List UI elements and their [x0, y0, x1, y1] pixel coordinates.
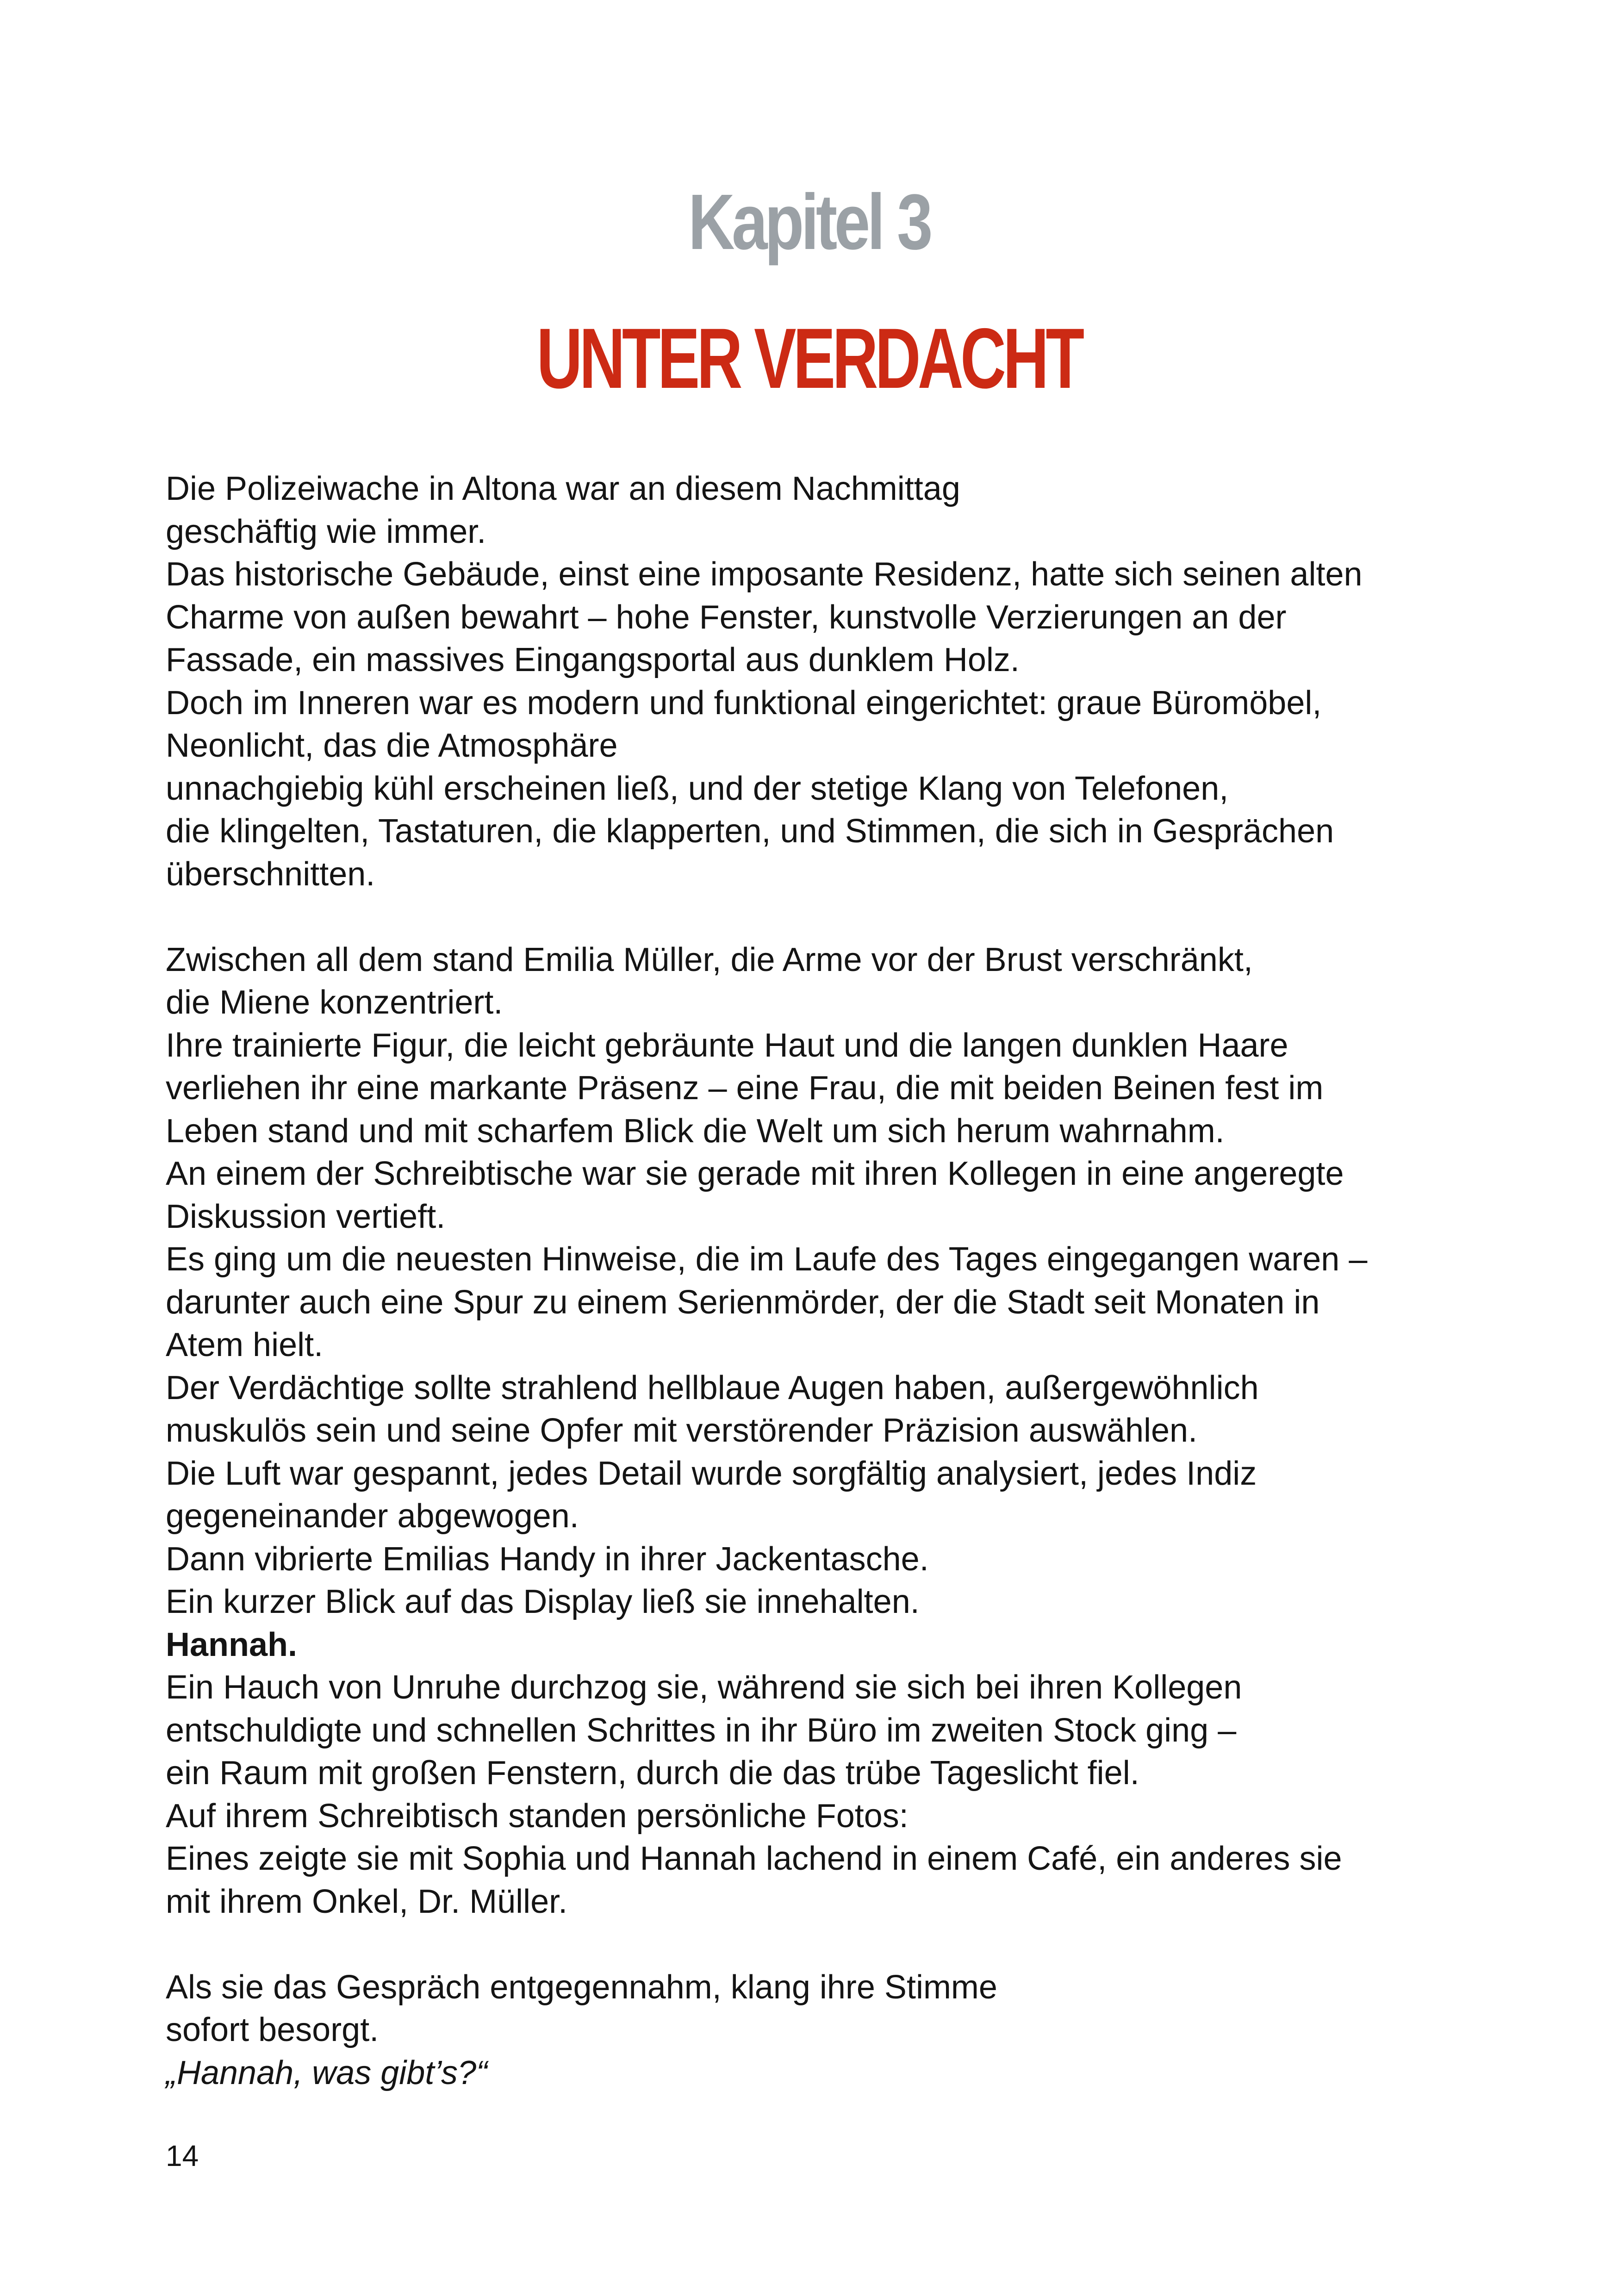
body-line: Es ging um die neuesten Hinweise, die im Laufe des Tages eingegangen waren – — [166, 1241, 1368, 1278]
body-line: unnachgiebig kühl erscheinen ließ, und der stetige Klang von Telefonen, — [166, 770, 1229, 807]
body-line: gegeneinander abgewogen. — [166, 1498, 579, 1535]
body-line: Eines zeigte sie mit Sophia und Hannah lachend in einem Café, ein anderes sie — [166, 1840, 1342, 1877]
body-line: Leben stand und mit scharfem Blick die Welt um sich herum wahrnahm. — [166, 1112, 1225, 1150]
body-line: entschuldigte und schnellen Schrittes in ihr Büro im zweiten Stock ging – — [166, 1711, 1237, 1749]
paragraph-gap — [166, 1923, 1489, 1966]
dialogue-line: „Hannah, was gibt’s?“ — [166, 2054, 488, 2091]
body-line: ein Raum mit großen Fenstern, durch die das trübe Tageslicht fiel. — [166, 1755, 1139, 1792]
body-line: Das historische Gebäude, einst eine imposante Residenz, hatte sich seinen alten — [166, 556, 1363, 593]
body-line: die Miene konzentriert. — [166, 984, 503, 1021]
chapter-body-text — [166, 467, 1489, 2094]
body-line: Zwischen all dem stand Emilia Müller, die Arme vor der Brust verschränkt, — [166, 941, 1253, 978]
body-line: Atem hielt. — [166, 1326, 324, 1363]
body-line: Ihre trainierte Figur, die leicht gebräunte Haut und die langen dunklen Haare — [166, 1027, 1288, 1064]
paragraph-gap — [166, 896, 1489, 939]
body-line: sofort besorgt. — [166, 2011, 379, 2048]
body-line: Neonlicht, das die Atmosphäre — [166, 727, 618, 764]
body-line: Charme von außen bewahrt – hohe Fenster, kunstvolle Verzierungen an der — [166, 598, 1287, 636]
body-line: muskulös sein und seine Opfer mit verstörender Präzision auswählen. — [166, 1412, 1198, 1449]
body-line: Ein kurzer Blick auf das Display ließ sie innehalten. — [166, 1583, 920, 1620]
body-line: Der Verdächtige sollte strahlend hellblaue Augen haben, außergewöhnlich — [166, 1369, 1259, 1406]
body-line: Dann vibrierte Emilias Handy in ihrer Jackentasche. — [166, 1540, 929, 1578]
body-line: Auf ihrem Schreibtisch standen persönliche Fotos: — [166, 1797, 909, 1835]
page-number: 14 — [166, 2139, 199, 2172]
body-line: überschnitten. — [166, 855, 375, 893]
body-line: An einem der Schreibtische war sie gerade mit ihren Kollegen in eine angeregte — [166, 1155, 1344, 1192]
body-line: Ein Hauch von Unruhe durchzog sie, während sie sich bei ihren Kollegen — [166, 1669, 1242, 1706]
body-line: geschäftig wie immer. — [166, 513, 486, 550]
body-line: Die Luft war gespannt, jedes Detail wurde sorgfältig analysiert, jedes Indiz — [166, 1455, 1257, 1492]
body-line: Fassade, ein massives Eingangsportal aus dunklem Holz. — [166, 641, 1020, 678]
chapter-title-heading: UNTER VERDACHT — [536, 311, 1082, 406]
body-line: die klingelten, Tastaturen, die klapperten, und Stimmen, die sich in Gesprächen — [166, 813, 1334, 850]
body-line: Als sie das Gespräch entgegennahm, klang ihre Stimme — [166, 1968, 997, 2006]
body-line: verliehen ihr eine markante Präsenz – eine Frau, die mit beiden Beinen fest im — [166, 1070, 1324, 1107]
body-line: darunter auch eine Spur zu einem Serienmörder, der die Stadt seit Monaten in — [166, 1283, 1320, 1321]
body-line: Diskussion vertieft. — [166, 1198, 446, 1235]
body-line: Die Polizeiwache in Altona war an diesem Nachmittag — [166, 470, 960, 507]
chapter-number-heading: Kapitel 3 — [688, 178, 930, 266]
body-line: mit ihrem Onkel, Dr. Müller. — [166, 1883, 568, 1920]
caller-name-line: Hannah. — [166, 1626, 298, 1663]
body-line: Doch im Inneren war es modern und funktional eingerichtet: graue Büromöbel, — [166, 684, 1322, 722]
